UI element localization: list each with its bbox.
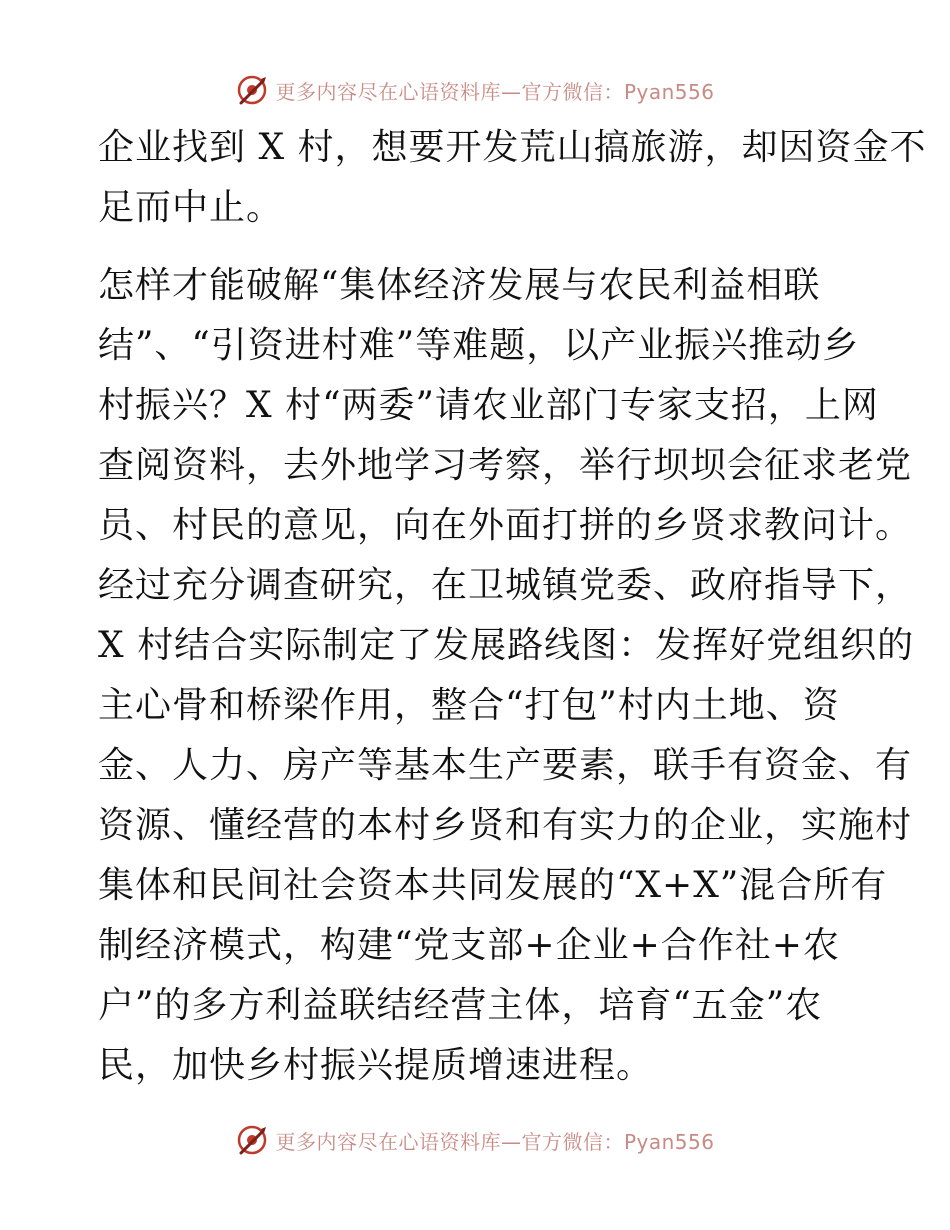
header-watermark-banner <box>0 72 950 108</box>
text-line: 主心骨和桥梁作用，整合“打包”村内土地、资 <box>98 685 840 726</box>
text-line: 集体和民间社会资本共同发展的“X+X”混合所有 <box>98 865 888 906</box>
pen-logo-icon <box>235 1123 269 1157</box>
footer-watermark-banner <box>0 1122 950 1158</box>
text-line: 怎样才能破解“集体经济发展与农民利益相联 <box>98 265 821 306</box>
text-line: 金、人力、房产等基本生产要素，联手有资金、有 <box>98 745 913 786</box>
text-line: 制经济模式，构建“党支部+企业+合作社+农 <box>98 925 840 966</box>
footer-watermark-text: 更多内容尽在心语资料库—官方微信：Pyan556 <box>275 1129 715 1154</box>
text-line: 查阅资料，去外地学习考察，举行坝坝会征求老党 <box>98 445 913 486</box>
text-line: 足而中止。 <box>98 187 284 228</box>
header-watermark-text: 更多内容尽在心语资料库—官方微信：Pyan556 <box>275 79 715 104</box>
text-line: 民，加快乡村振兴提质增速进程。 <box>98 1045 654 1086</box>
document-body <box>98 118 927 1096</box>
text-line: 户”的多方利益联结经营主体，培育“五金”农 <box>98 985 823 1026</box>
text-line: X 村结合实际制定了发展路线图：发挥好党组织的 <box>98 625 915 666</box>
text-line: 资源、懂经营的本村乡贤和有实力的企业，实施村 <box>98 805 913 846</box>
text-line: 经过充分调查研究，在卫城镇党委、政府指导下， <box>98 565 913 606</box>
paragraph-2 <box>98 256 915 1096</box>
text-line: 员、村民的意见，向在外面打拼的乡贤求教问计。 <box>98 505 913 546</box>
pen-logo-icon <box>235 73 269 107</box>
text-line: 村振兴？X 村“两委”请农业部门专家支招，上网 <box>98 385 879 426</box>
text-line: 企业找到 X 村，想要开发荒山搞旅游，却因资金不 <box>98 127 927 168</box>
text-line: 结”、“引资进村难”等难题，以产业振兴推动乡 <box>98 325 860 366</box>
paragraph-1 <box>98 118 927 238</box>
